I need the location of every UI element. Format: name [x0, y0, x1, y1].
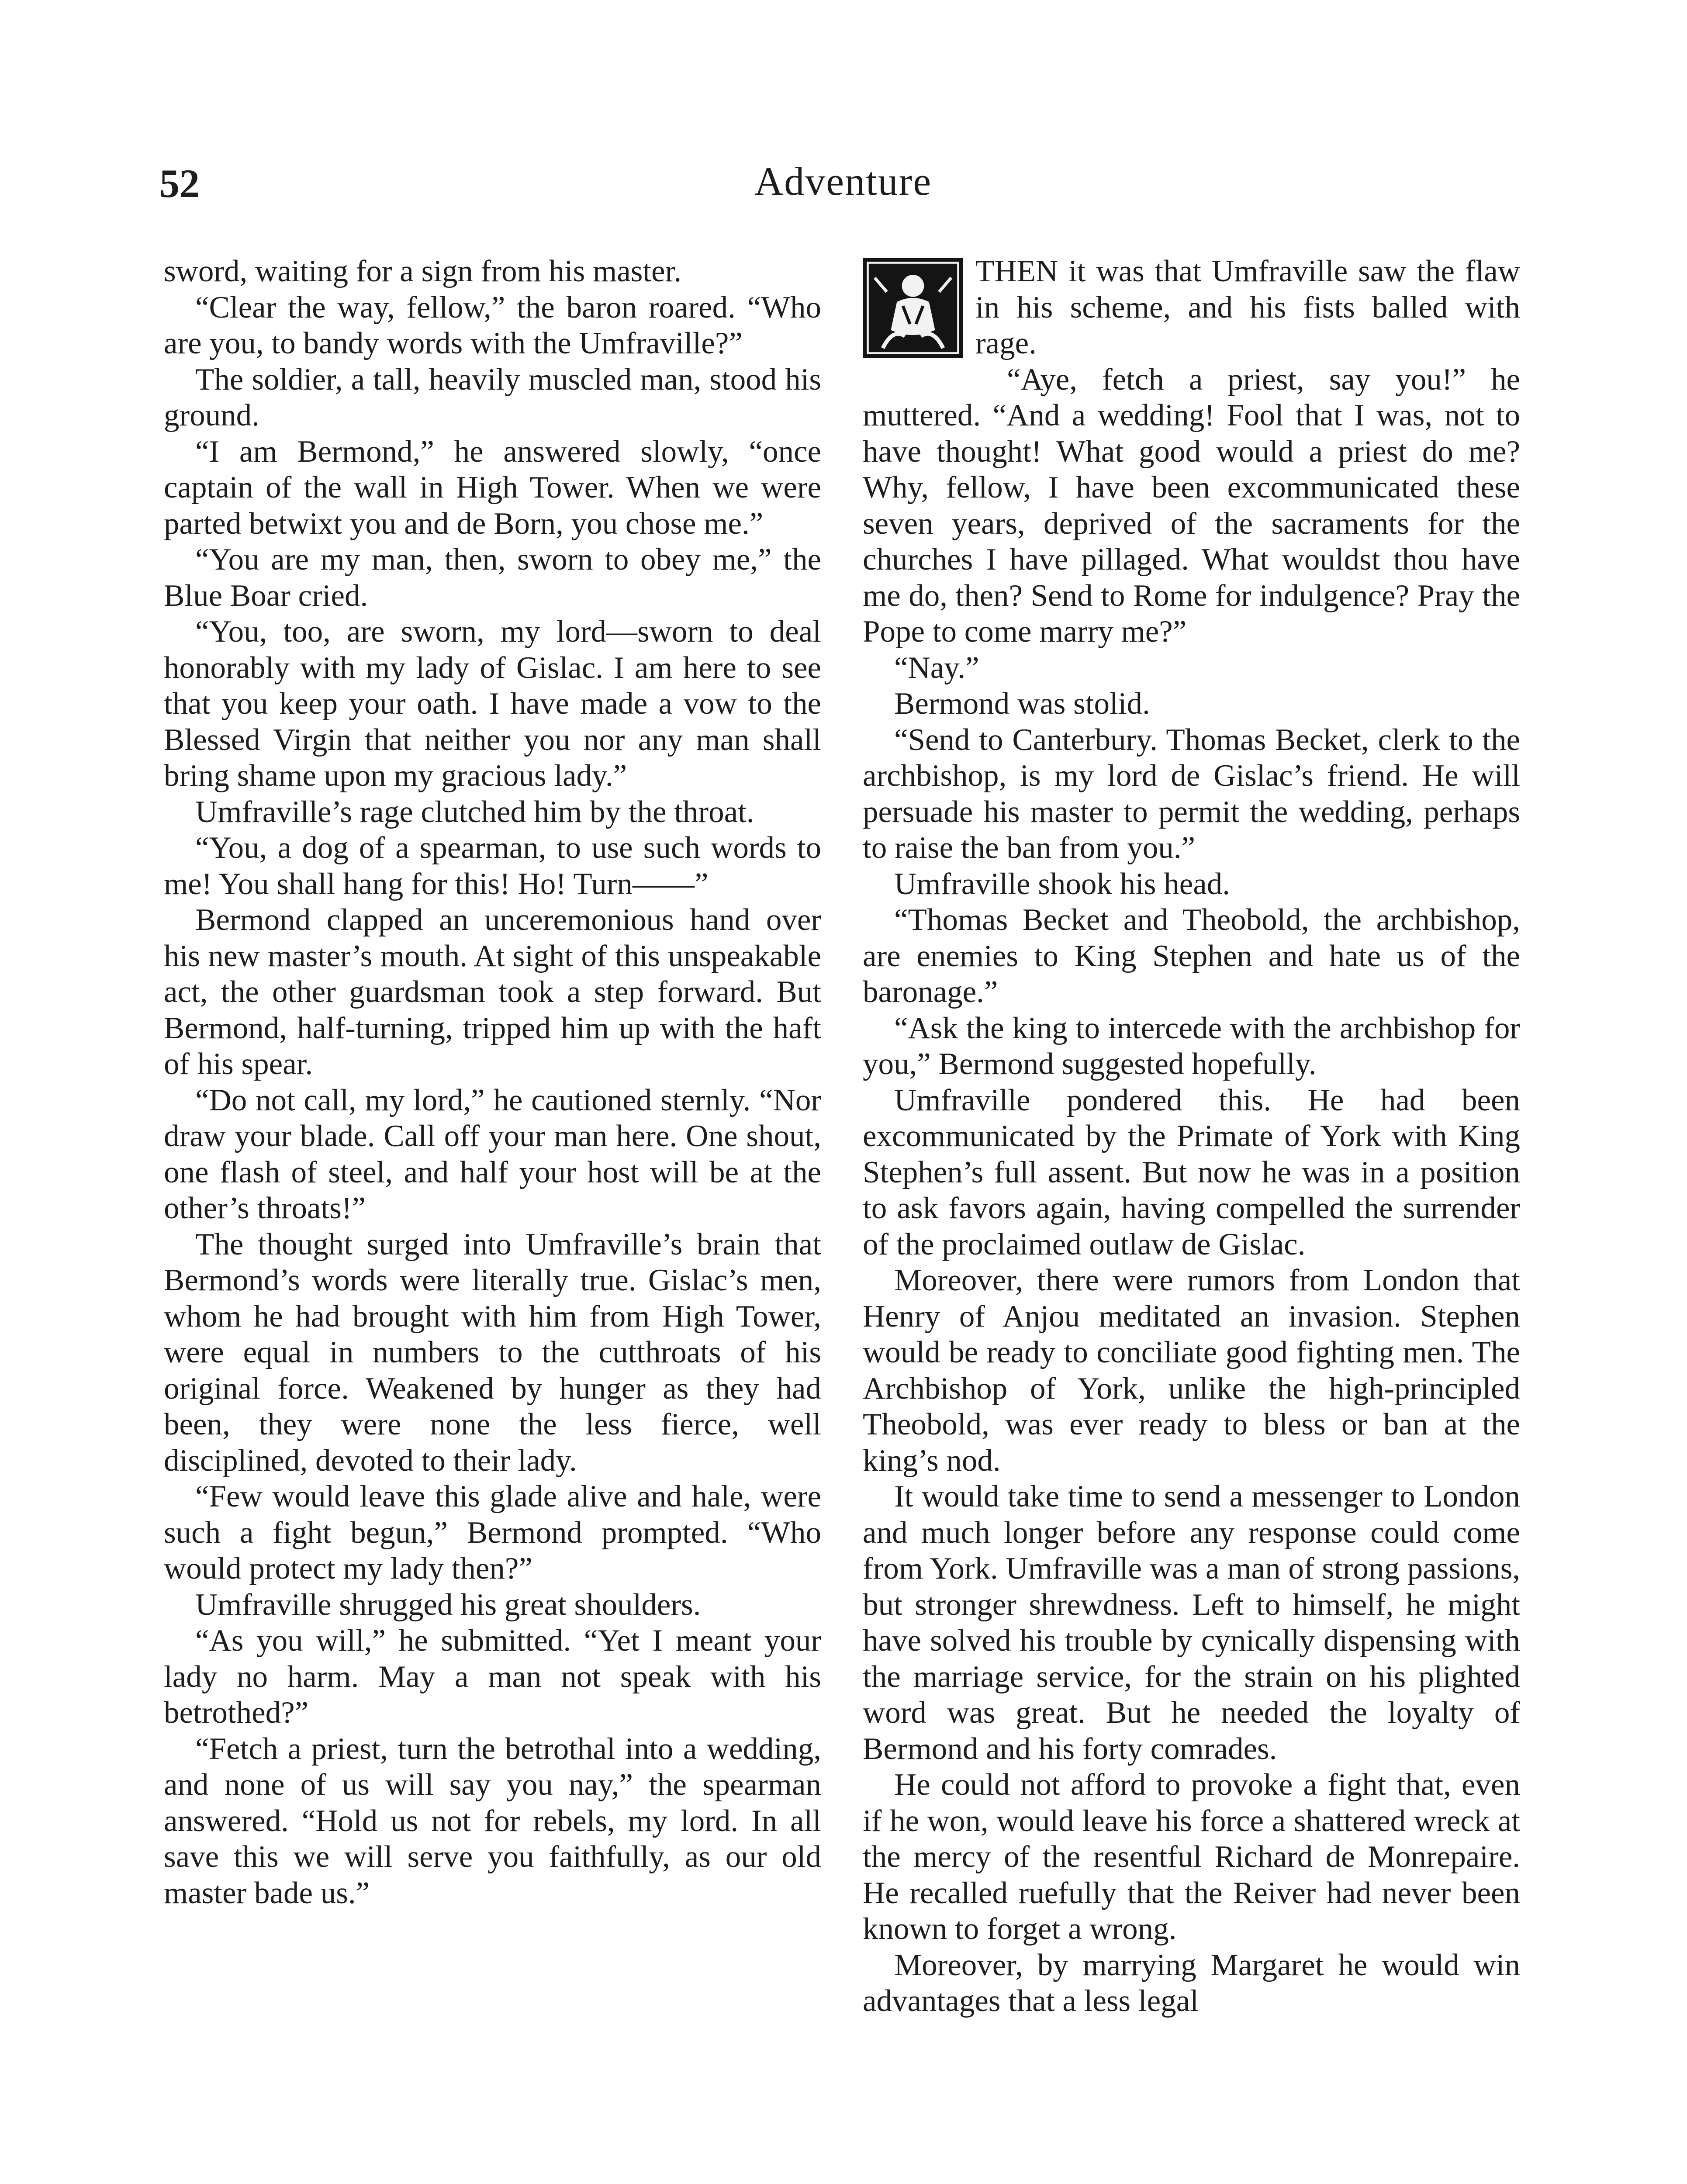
paragraph: “Ask the king to intercede with the archbishop for you,” Bermond suggested hopefully. [863, 1011, 1520, 1081]
paragraph: Umfraville shrugged his great shoulders. [195, 1587, 701, 1622]
paragraph: “You are my man, then, sworn to obey me,” the Blue Boar cried. [164, 543, 821, 613]
paragraph: “Nay.” [894, 650, 979, 685]
paragraph: Umfraville’s rage clutched him by the throat. [195, 795, 754, 829]
paragraph: The soldier, a tall, heavily muscled man, stood his ground. [164, 362, 821, 432]
right-column [863, 253, 1520, 2019]
paragraph: Umfraville shook his head. [894, 867, 1231, 901]
paragraph: “Fetch a priest, turn the betrothal into a wedding, and none of us will say you nay,” the spearman answered. “Hold us not for rebels, my lord. In all save this we will serve you faithfully, as our old master bade us.” [164, 1731, 821, 1910]
paragraph: Bermond was stolid. [894, 687, 1150, 721]
paragraph: Moreover, there were rumors from London that Henry of Anjou meditated an invasion. Stephen would be ready to conciliate good fighting men. The Archbishop of York, unlike the high-principled Theobold, was ever ready to bless or ban at the king’s nod. [863, 1263, 1520, 1478]
illustrated-dropcap-icon [863, 258, 963, 358]
paragraph: Bermond clapped an unceremonious hand over his new master’s mouth. At sight of this unspeakable act, the other guardsman took a step forward. But Bermond, half-turning, tripped him up with the haft of his spear. [164, 903, 821, 1081]
paragraph: It would take time to send a messenger to London and much longer before any response could come from York. Umfraville was a man of strong passions, but stronger shrewdness. Left to himself, he might have solved his trouble by cynically dispensing with the marriage service, for the strain on his plighted word was great. But he needed the loyalty of Bermond and his forty comrades. [863, 1479, 1520, 1766]
paragraph: “Thomas Becket and Theobold, the archbishop, are enemies to King Stephen and hate us of the baronage.” [863, 903, 1520, 1009]
paragraph: “Aye, fetch a priest, say you!” he muttered. “And a wedding! Fool that I was, not to have thought! What good would a priest do me? Why, fellow, I have been excommunicated these seven years, deprived of the sacraments for the churches I have pillaged. What wouldst thou have me do, then? Send to Rome for indulgence? Pray the Pope to come marry me?” [863, 362, 1520, 649]
page-header [159, 153, 1527, 214]
paragraph: Moreover, by marrying Margaret he would win advantages that a less legal [863, 1948, 1520, 2018]
page-number: 52 [159, 161, 200, 206]
paragraph: “Clear the way, fellow,” the baron roared. “Who are you, to bandy words with the Umfraville?” [164, 290, 821, 360]
paragraph: THEN it was that Umfraville saw the flaw in his scheme, and his fists balled with rage. [975, 254, 1520, 360]
paragraph: “Do not call, my lord,” he cautioned sternly. “Nor draw your blade. Call off your man here. One shout, one flash of steel, and half your host will be at the other’s throats!” [164, 1083, 821, 1225]
paragraph: “As you will,” he submitted. “Yet I meant your lady no harm. May a man not speak with his betrothed?” [164, 1624, 821, 1730]
left-column [164, 253, 821, 1911]
paragraph: sword, waiting for a sign from his master. [164, 254, 682, 288]
paragraph: “I am Bermond,” he answered slowly, “once captain of the wall in High Tower. When we were parted betwixt you and de Born, you chose me.” [164, 434, 821, 541]
paragraph: The thought surged into Umfraville’s brain that Bermond’s words were literally true. Gislac’s men, whom he had brought with him from High Tower, were equal in numbers to the cutthroats of his original force. Weakened by hunger as they had been, they were none the less fierce, well disciplined, devoted to their lady. [164, 1227, 821, 1478]
paragraph: “You, too, are sworn, my lord—sworn to deal honorably with my lady of Gislac. I am here to see that you keep your oath. I have made a vow to the Blessed Virgin that neither you nor any man shall bring shame upon my gracious lady.” [164, 615, 821, 793]
paragraph: He could not afford to provoke a fight that, even if he won, would leave his force a shattered wreck at the mercy of the resentful Richard de Monrepaire. He recalled ruefully that the Reiver had never been known to forget a wrong. [863, 1768, 1520, 1946]
magazine-title: Adventure [754, 159, 932, 204]
paragraph: “Few would leave this glade alive and hale, were such a fight begun,” Bermond prompted. “Who would protect my lady then?” [164, 1479, 821, 1586]
paragraph: “You, a dog of a spearman, to use such words to me! You shall hang for this! Ho! Turn——” [164, 831, 821, 901]
paragraph: “Send to Canterbury. Thomas Becket, clerk to the archbishop, is my lord de Gislac’s friend. He will persuade his master to permit the wedding, perhaps to raise the ban from you.” [863, 722, 1520, 865]
paragraph: Umfraville pondered this. He had been excommunicated by the Primate of York with King Stephen’s full assent. But now he was in a position to ask favors again, having compelled the surrender of the proclaimed outlaw de Gislac. [863, 1083, 1520, 1261]
